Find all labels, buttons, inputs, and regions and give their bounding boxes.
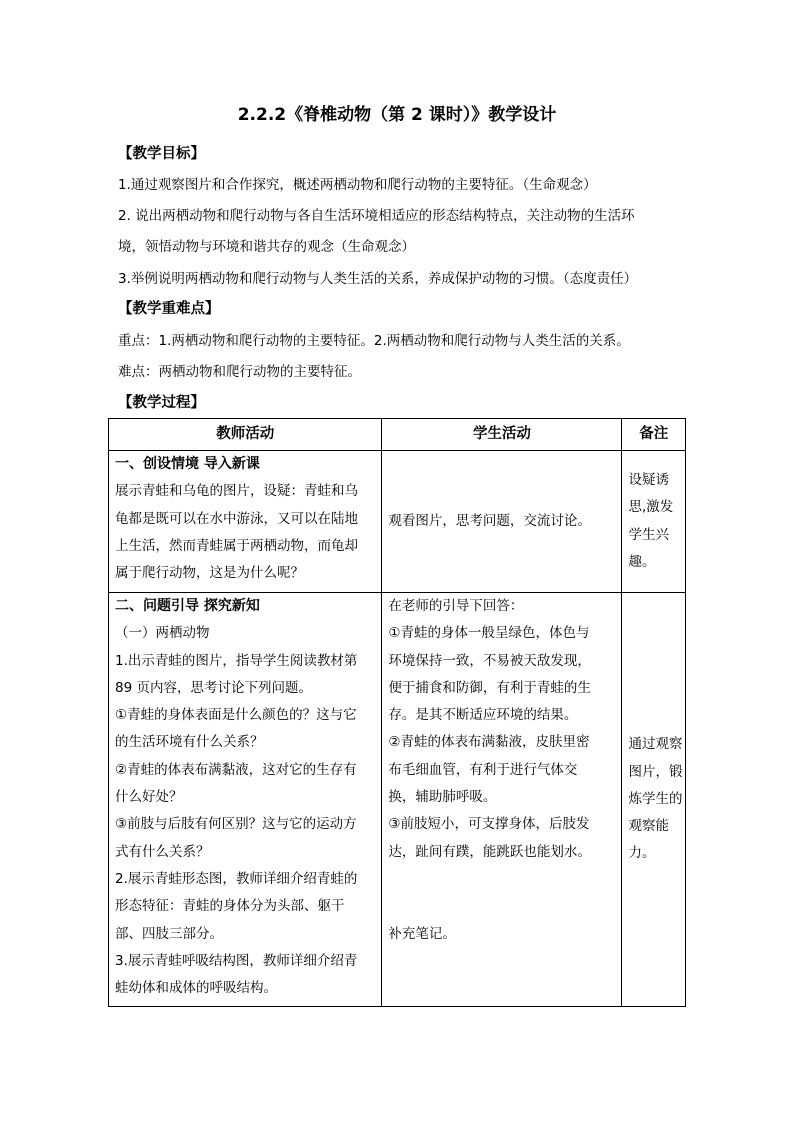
note-line: 观察能 [628,818,669,835]
teacher-line: 什么好处？ [115,789,183,806]
table-row [109,451,686,593]
column-header-note: 备注 [622,419,686,451]
section-title: 二、问题引导 探究新知 [115,598,260,614]
teacher-line: 属于爬行动物，这是为什么呢？ [115,565,304,582]
teacher-line: ②青蛙的体表布满黏液，这对它的生存有 [115,761,357,778]
teacher-line: 1.出示青蛙的图片，指导学生阅读教材第 [115,652,358,669]
student-line: 达，趾间有蹼，能跳跃也能划水。 [388,843,591,860]
note-line: 学生兴 [628,526,669,543]
page-title: 2.2.2《脊椎动物（第 2 课时）》教学设计 [237,105,557,125]
teacher-line: 龟都是既可以在水中游泳，又可以在陆地 [115,510,358,527]
objectives-heading: 【教学目标】 [118,146,205,162]
column-header-student: 学生活动 [382,419,622,451]
teacher-line: 展示青蛙和乌龟的图片，设疑：青蛙和乌 [115,483,358,500]
table-header-row [109,419,686,451]
objective-line-2: 2. 说出两栖动物和爬行动物与各自生活环境相适应的形态结构特点，关注动物的生活环 [118,208,635,224]
teacher-line: 2.展示青蛙形态图，教师详细介绍青蛙的 [115,870,358,887]
objective-line-1: 1.通过观察图片和合作探究，概述两栖动物和爬行动物的主要特征。（生命观念） [118,177,597,193]
teacher-line: ①青蛙的身体表面是什么颜色的？这与它 [115,707,357,724]
note-line: 通过观察 [628,736,683,753]
teacher-line: 89 页内容，思考讨论下列问题。 [115,679,312,696]
section-title: 一、创设情境 导入新课 [115,456,260,472]
objective-line-3: 境，领悟动物与环境和谐共存的观念（生命观念） [118,239,415,255]
teacher-line: 3.展示青蛙呼吸结构图，教师详细介绍青 [115,952,358,969]
note-line: 力。 [628,845,656,862]
key-point-line-2: 难点：两栖动物和爬行动物的主要特征。 [118,364,361,380]
note-line: 图片，锻 [628,763,683,780]
key-points-heading: 【教学重难点】 [118,301,220,317]
student-line: 存。是其不断适应环境的结果。 [388,707,578,724]
teacher-line: 蛙幼体和成体的呼吸结构。 [115,980,277,997]
table-row [109,593,686,1007]
note-line: 趣。 [628,553,656,570]
process-table [108,418,686,1007]
teacher-cell [109,451,382,593]
student-line: 布毛细血管，有利于进行气体交 [388,761,578,778]
student-cell [382,451,622,593]
teacher-line: 形态特征：青蛙的身体分为头部、躯干 [115,898,345,915]
objective-line-4: 3.举例说明两栖动物和爬行动物与人类生活的关系，养成保护动物的习惯。（态度责任） [118,271,638,287]
student-line: 观看图片，思考问题，交流讨论。 [388,512,591,529]
teacher-line: 部、四肢三部分。 [115,925,223,942]
process-heading: 【教学过程】 [118,395,205,411]
note-line: 炼学生的 [628,790,683,807]
spacer [388,893,615,920]
note-cell [622,451,686,593]
student-line: 换，辅助肺呼吸。 [388,789,497,806]
teacher-line: ③前肢与后肢有何区别？这与它的运动方 [115,816,357,833]
column-header-teacher: 教师活动 [109,419,382,451]
student-line: ③前肢短小，可支撑身体，后肢发 [388,816,590,833]
note-line: 思,激发 [628,499,674,516]
student-line: ①青蛙的身体一般呈绿色，体色与 [388,625,590,642]
teacher-line: 的生活环境有什么关系？ [115,734,264,751]
teacher-line: 上生活，然而青蛙属于两栖动物，而龟却 [115,537,358,554]
student-line: 便于捕食和防御，有利于青蛙的生 [388,679,591,696]
student-cell [382,593,622,1007]
key-point-line-1: 重点：1.两栖动物和爬行动物的主要特征。2.两栖动物和爬行动物与人类生活的关系。 [118,333,630,349]
teacher-line: （一）两栖动物 [115,625,210,642]
teacher-cell [109,593,382,1007]
student-line: ②青蛙的体表布满黏液，皮肤里密 [388,734,590,751]
student-line: 环境保持一致，不易被天敌发现， [388,652,591,669]
teacher-line: 式有什么关系？ [115,843,210,860]
note-line: 设疑诱 [628,471,669,488]
note-cell [622,593,686,1007]
student-extra-line: 补充笔记。 [388,925,456,942]
student-line: 在老师的引导下回答： [388,598,524,614]
spacer [388,866,615,893]
